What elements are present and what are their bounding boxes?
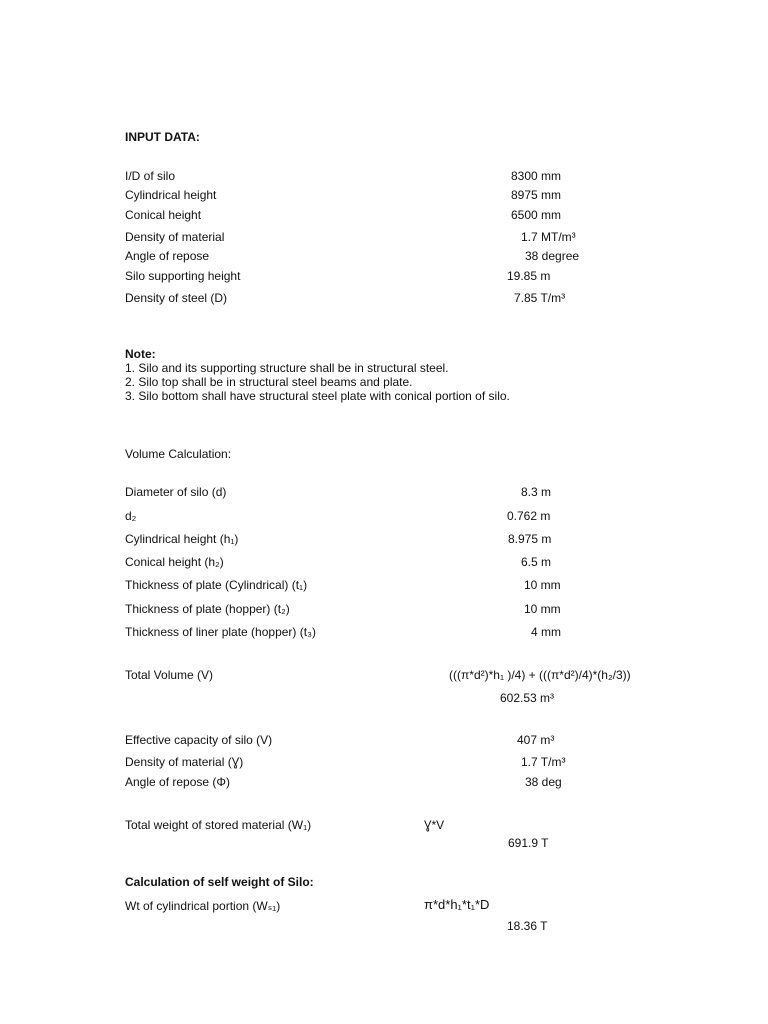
total-volume-label: Total Volume (V) bbox=[125, 668, 214, 682]
input-label-angle-of-repose: Angle of repose bbox=[125, 249, 210, 263]
note-line-3: 3. Silo bottom shall have structural steel plate with conical portion of silo. bbox=[125, 389, 510, 403]
capacity-value-density: 1.7 T/m³ bbox=[521, 755, 566, 769]
volume-label-diameter: Diameter of silo (d) bbox=[125, 485, 227, 499]
volume-label-t3: Thickness of liner plate (hopper) (t₃) bbox=[125, 625, 316, 639]
total-volume-value: 602.53 m³ bbox=[500, 691, 555, 705]
volume-value-t1: 10 mm bbox=[524, 578, 561, 592]
capacity-label-density: Density of material (Ɣ) bbox=[125, 755, 244, 769]
note-heading: Note: bbox=[125, 347, 156, 361]
volume-value-h1: 8.975 m bbox=[508, 532, 552, 546]
volume-label-t1: Thickness of plate (Cylindrical) (t₁) bbox=[125, 578, 308, 592]
volume-label-h1: Cylindrical height (h₁) bbox=[125, 532, 239, 546]
self-weight-value: 18.36 T bbox=[507, 919, 548, 933]
volume-value-diameter: 8.3 m bbox=[521, 485, 552, 499]
input-label-cylindrical-height: Cylindrical height bbox=[125, 188, 217, 202]
note-line-2: 2. Silo top shall be in structural steel beams and plate. bbox=[125, 375, 413, 389]
input-data-heading: INPUT DATA: bbox=[125, 130, 200, 144]
self-weight-formula: π*d*h₁*t₁*D bbox=[424, 897, 490, 912]
volume-value-d2: 0.762 m bbox=[507, 509, 551, 523]
input-value-cylindrical-height: 8975 mm bbox=[511, 188, 562, 202]
input-label-conical-height: Conical height bbox=[125, 208, 202, 222]
volume-label-d2: d₂ bbox=[125, 509, 137, 523]
self-weight-heading: Calculation of self weight of Silo: bbox=[125, 875, 314, 889]
input-value-material-density: 1.7 MT/m³ bbox=[521, 230, 576, 244]
input-label-silo-diameter: I/D of silo bbox=[125, 169, 176, 183]
input-value-conical-height: 6500 mm bbox=[511, 208, 562, 222]
input-value-steel-density: 7.85 T/m³ bbox=[514, 291, 566, 305]
note-line-1: 1. Silo and its supporting structure shall be in structural steel. bbox=[125, 361, 449, 375]
capacity-value-repose: 38 deg bbox=[525, 775, 562, 789]
input-label-supporting-height: Silo supporting height bbox=[125, 269, 241, 283]
self-weight-label: Wt of cylindrical portion (Wₛ₁) bbox=[125, 899, 281, 913]
input-label-steel-density: Density of steel (D) bbox=[125, 291, 228, 305]
capacity-label-effective: Effective capacity of silo (V) bbox=[125, 733, 273, 747]
capacity-label-repose: Angle of repose (Φ) bbox=[125, 775, 230, 789]
volume-heading: Volume Calculation: bbox=[125, 447, 232, 461]
input-label-material-density: Density of material bbox=[125, 230, 225, 244]
volume-value-t3: 4 mm bbox=[531, 625, 561, 639]
input-value-silo-diameter: 8300 mm bbox=[511, 169, 562, 183]
volume-value-h2: 6.5 m bbox=[521, 555, 552, 569]
stored-weight-value: 691.9 T bbox=[508, 836, 549, 850]
volume-label-h2: Conical height (h₂) bbox=[125, 555, 224, 569]
input-value-angle-of-repose: 38 degree bbox=[525, 249, 580, 263]
total-volume-formula: (((π*d²)*h₁ )/4) + (((π*d²)/4)*(h₂/3)) bbox=[449, 668, 631, 682]
capacity-value-effective: 407 m³ bbox=[517, 733, 555, 747]
volume-label-t2: Thickness of plate (hopper) (t₂) bbox=[125, 602, 290, 616]
stored-weight-formula: Ɣ*V bbox=[424, 818, 445, 832]
input-value-supporting-height: 19.85 m bbox=[507, 269, 551, 283]
stored-weight-label: Total weight of stored material (W₁) bbox=[125, 818, 312, 832]
volume-value-t2: 10 mm bbox=[524, 602, 561, 616]
